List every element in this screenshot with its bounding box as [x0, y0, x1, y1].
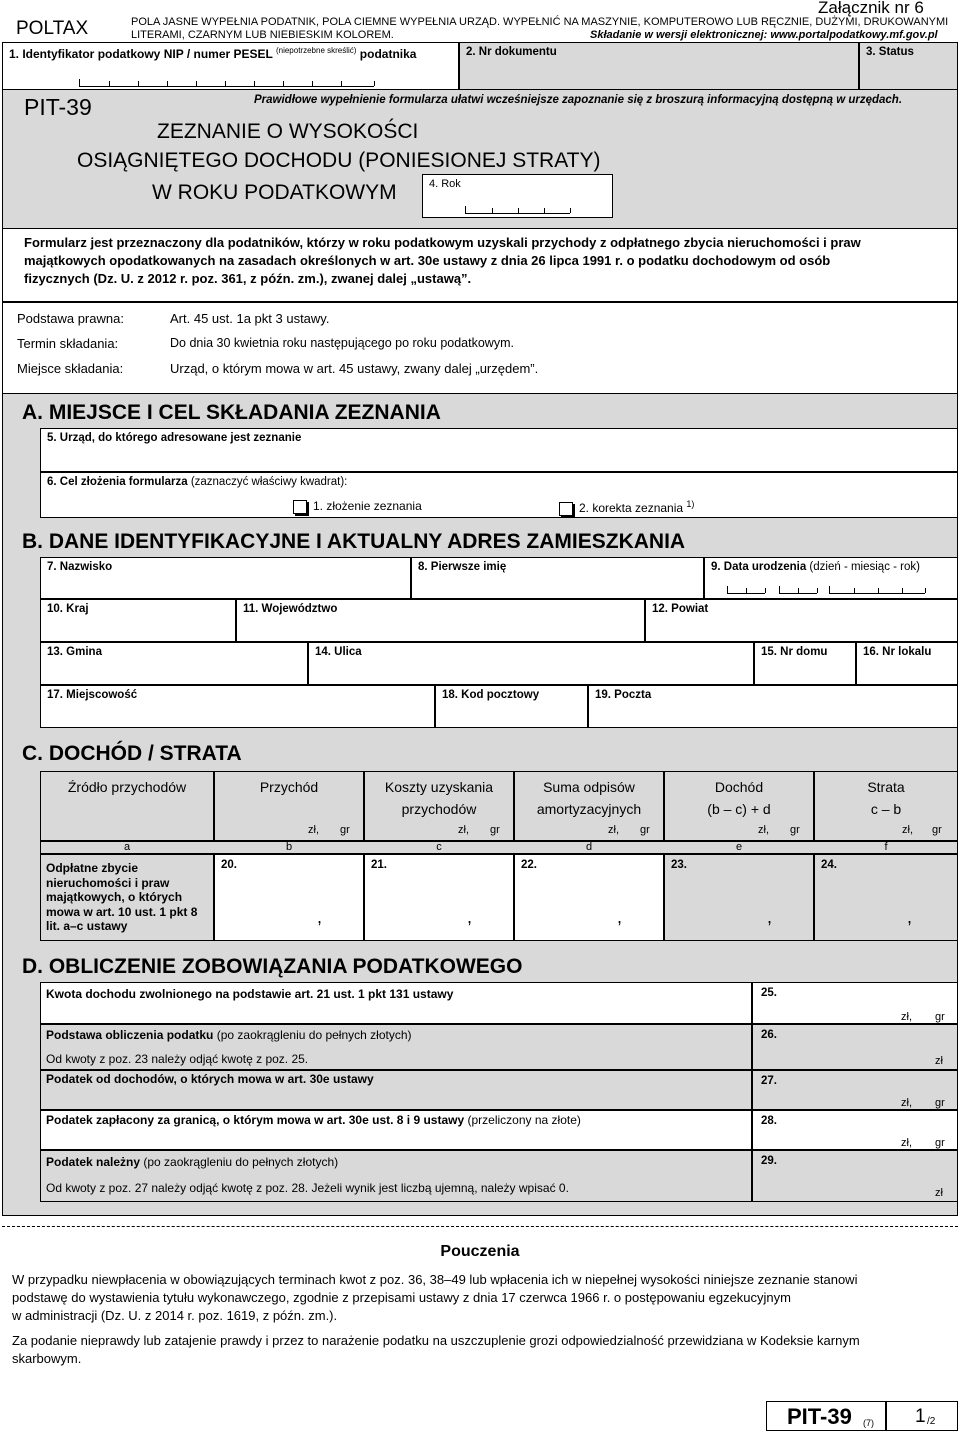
unit-gr-b: gr — [340, 824, 350, 836]
city-label: 17. Miejscowość — [47, 689, 138, 701]
option-filing[interactable] — [293, 499, 422, 514]
footer-pages: /2 — [927, 1416, 936, 1427]
country-field[interactable] — [40, 599, 236, 642]
col-loss-1: Strata — [867, 779, 905, 795]
house-number-label: 15. Nr domu — [761, 646, 828, 658]
municipality-field[interactable] — [40, 642, 308, 685]
unit-zl-b: zł, — [308, 824, 319, 836]
section-d-title: D. OBLICZENIE ZOBOWIĄZANIA PODATKOWEGO — [22, 955, 523, 978]
nip-label: 1. Identyfikator podatkowy NIP / numer PESEL — [9, 47, 273, 61]
option-correction-sup: 1) — [686, 499, 695, 509]
comma-22: , — [617, 907, 623, 927]
row-29-label-note: (po zaokrągleniu do pełnych złotych) — [143, 1155, 339, 1169]
field-22-label: 22. — [521, 859, 537, 871]
notes-p1-l2: podstawę do wystawienia tytułu wykonawczego, zgodnie z przepisami ustawy z dnia 17 czerwca 1966 r. o postępowaniu egzekucyjnym — [12, 1290, 791, 1305]
first-name-field[interactable] — [411, 557, 704, 599]
birth-day-comb — [727, 586, 765, 594]
place-label: Miejsce składania: — [17, 361, 124, 376]
col-source: Źródło przychodów — [67, 779, 187, 795]
place-value: Urząd, o którym mowa w art. 45 ustawy, zwany dalej „urzędem”. — [170, 361, 539, 376]
letter-d: d — [585, 841, 593, 853]
flat-number-field[interactable] — [856, 642, 958, 685]
field-25-gr: gr — [935, 1011, 945, 1023]
col-profit-1: Dochód — [714, 779, 764, 795]
field-27 — [752, 1070, 958, 1110]
field-20[interactable] — [214, 854, 364, 941]
row-29-label — [46, 1155, 338, 1169]
comma-20: , — [317, 907, 323, 927]
footer-code-box — [766, 1401, 886, 1431]
option-correction[interactable] — [559, 499, 694, 516]
brand: POLTAX — [16, 18, 89, 39]
letter-b: b — [285, 841, 293, 853]
document-number-field — [459, 42, 859, 90]
field-29-label: 29. — [761, 1155, 777, 1167]
unit-gr-e: gr — [790, 824, 800, 836]
field-27-zl: zł, — [901, 1097, 912, 1109]
option-filing-label: 1. złożenie zeznania — [313, 499, 422, 513]
surname-label: 7. Nazwisko — [47, 561, 113, 573]
tax-office-field[interactable] — [40, 428, 958, 472]
field-26-zl: zł — [935, 1055, 943, 1067]
birth-year-comb — [829, 586, 925, 594]
comma-21: , — [467, 907, 473, 927]
tax-office-label: 5. Urząd, do którego adresowane jest zeznanie — [47, 432, 302, 444]
birth-month-comb — [779, 586, 817, 594]
row-26-instruction: Od kwoty z poz. 23 należy odjąć kwotę z poz. 25. — [46, 1052, 309, 1066]
notes-p1-l1: W przypadku niewpłacenia w obowiązujących terminach kwot z poz. 36, 38–49 lub wpłacenia ich w niepełnej wysokości niniejsze zeznanie stanowi — [12, 1272, 858, 1287]
fill-instructions-2: LITERAMI, CZARNYM LUB NIEBIESKIM KOLOREM. — [131, 29, 394, 41]
birth-date-label: 9. Data urodzenia — [711, 561, 807, 573]
footer-page: 1 — [915, 1406, 926, 1427]
unit-gr-f: gr — [932, 824, 942, 836]
nip-note: (niepotrzebne skreślić) — [275, 46, 357, 55]
footer-version: (7) — [863, 1418, 874, 1428]
unit-zl-f: zł, — [902, 824, 913, 836]
nip-comb — [79, 79, 374, 87]
field-21[interactable] — [364, 854, 514, 941]
field-21-label: 21. — [371, 859, 387, 871]
section-a-title: A. MIEJSCE I CEL SKŁADANIA ZEZNANIA — [22, 401, 441, 424]
field-26-label: 26. — [761, 1029, 777, 1041]
municipality-label: 13. Gmina — [47, 646, 102, 658]
field-25[interactable] — [752, 982, 958, 1024]
legal-basis-value: Art. 45 ust. 1a pkt 3 ustawy. — [170, 311, 330, 326]
unit-gr-d: gr — [640, 824, 650, 836]
notes-title: Pouczenia — [440, 1243, 520, 1260]
post-office-label: 19. Poczta — [595, 689, 652, 701]
deadline-label: Termin składania: — [17, 336, 119, 351]
nip-pesel-field[interactable] — [2, 42, 459, 90]
col-costs-2: przychodów — [401, 801, 477, 817]
year-label: 4. Rok — [429, 178, 461, 190]
purpose-label: 6. Cel złożenia formularza — [47, 476, 188, 488]
row-label: Odpłatne zbycie nieruchomości i praw majątkowych, o których mowa w art. 10 ust. 1 pkt 8 lit. a–c ustawy — [46, 861, 198, 933]
letter-e: e — [735, 841, 743, 853]
row-25-label: Kwota dochodu zwolnionego na podstawie art. 21 ust. 1 pkt 131 ustawy — [46, 987, 454, 1001]
col-costs-1: Koszty uzyskania — [384, 779, 494, 795]
comma-23: , — [767, 907, 773, 927]
first-name-label: 8. Pierwsze imię — [418, 561, 507, 573]
notes-top-rule — [2, 1226, 958, 1227]
col-income: Przychód — [259, 779, 319, 795]
unit-zl-e: zł, — [758, 824, 769, 836]
row-27-label: Podatek od dochodów, o których mowa w art. 30e ustawy — [46, 1072, 374, 1086]
field-24-label: 24. — [821, 859, 837, 871]
footer-code: PIT-39 — [787, 1404, 852, 1429]
row-26-label-main: Podstawa obliczenia podatku — [46, 1028, 214, 1042]
field-27-label: 27. — [761, 1075, 777, 1087]
county-field[interactable] — [645, 599, 958, 642]
tax-table — [40, 982, 958, 1202]
electronic-note: Składanie w wersji elektronicznej: www.portalpodatkowy.mf.gov.pl — [590, 29, 938, 41]
title-line-1: ZEZNANIE O WYSOKOŚCI — [157, 120, 419, 143]
birth-date-note: (dzień - miesiąc - rok) — [809, 561, 920, 573]
comma-24: , — [907, 907, 913, 927]
row-29-instruction: Od kwoty z poz. 27 należy odjąć kwotę z poz. 28. Jeżeli wynik jest liczbą ujemną, należy wpisać 0. — [46, 1181, 569, 1195]
document-number-label: 2. Nr dokumentu — [466, 46, 557, 58]
field-27-gr: gr — [935, 1097, 945, 1109]
checkbox-correction[interactable] — [559, 502, 573, 516]
letter-a: a — [123, 841, 131, 853]
field-29 — [752, 1150, 958, 1202]
year-field[interactable] — [422, 174, 613, 218]
year-comb — [465, 206, 570, 214]
unit-zl-d: zł, — [608, 824, 619, 836]
voivodeship-label: 11. Województwo — [243, 603, 338, 615]
field-25-label: 25. — [761, 987, 777, 999]
postal-code-label: 18. Kod pocztowy — [442, 689, 540, 701]
purpose-note: (zaznaczyć właściwy kwadrat): — [190, 476, 348, 488]
surname-field[interactable] — [40, 557, 411, 599]
option-correction-label: 2. korekta zeznania — [579, 501, 684, 515]
letter-c: c — [436, 841, 442, 853]
form-code: PIT-39 — [24, 94, 92, 120]
field-24 — [814, 854, 958, 941]
legal-basis-label: Podstawa prawna: — [17, 311, 124, 326]
row-29-label-main: Podatek należny — [46, 1155, 141, 1169]
notes-p1-l3: w administracji (Dz. U. z 2014 r. poz. 1619, z późn. zm.). — [12, 1308, 338, 1323]
row-26-label-note: (po zaokrągleniu do pełnych złotych) — [216, 1028, 412, 1042]
notes-p2-l2: skarbowym. — [12, 1351, 82, 1366]
postal-code-field[interactable] — [435, 685, 588, 728]
description-line-3: fizycznych (Dz. U. z 2012 r. poz. 361, z późn. zm.), zwanej dalej „ustawą”. — [24, 271, 472, 286]
field-29-zl: zł — [935, 1187, 943, 1199]
flat-number-label: 16. Nr lokalu — [863, 646, 932, 658]
house-number-field[interactable] — [754, 642, 856, 685]
section-c-title: C. DOCHÓD / STRATA — [22, 742, 242, 765]
nip-suffix: podatnika — [359, 47, 417, 61]
row-26-label — [46, 1028, 412, 1042]
field-22[interactable] — [514, 854, 664, 941]
description-line-1: Formularz jest przeznaczony dla podatników, którzy w roku podatkowym uzyskali przychody z odpłatnego zbycia nieruchomości i praw — [24, 235, 861, 250]
field-28-zl: zł, — [901, 1137, 912, 1149]
purpose-field — [40, 472, 958, 518]
field-23-label: 23. — [671, 859, 687, 871]
section-b-title: B. DANE IDENTYFIKACYJNE I AKTUALNY ADRES ZAMIESZKANIA — [22, 530, 686, 553]
col-depr-1: Suma odpisów — [543, 779, 635, 795]
street-label: 14. Ulica — [315, 646, 362, 658]
status-field — [859, 42, 958, 90]
country-label: 10. Kraj — [47, 603, 89, 615]
col-profit-2: (b – c) + d — [707, 801, 771, 817]
county-label: 12. Powiat — [652, 603, 709, 615]
birth-date-field[interactable] — [704, 557, 958, 599]
letter-f: f — [884, 841, 888, 853]
title-line-2: OSIĄGNIĘTEGO DOCHODU (PONIESIONEJ STRATY) — [77, 149, 601, 172]
unit-zl-c: zł, — [458, 824, 469, 836]
income-table — [40, 771, 958, 941]
field-28-gr: gr — [935, 1137, 945, 1149]
city-field[interactable] — [40, 685, 435, 728]
deadline-value: Do dnia 30 kwietnia roku następującego po roku podatkowym. — [170, 336, 514, 350]
field-28-label: 28. — [761, 1115, 777, 1127]
description-line-2: majątkowych opodatkowanych na zasadach określonych w art. 30e ustawy z dnia 26 lipca 1991 r. o podatku dochodowym od osób — [24, 253, 831, 268]
title-line-3: W ROKU PODATKOWYM — [152, 181, 397, 204]
row-28-label-main: Podatek zapłacony za granicą, o którym mowa w art. 30e ust. 8 i 9 ustawy — [46, 1113, 465, 1127]
checkbox-filing[interactable] — [293, 500, 307, 514]
field-23 — [664, 854, 814, 941]
voivodeship-field[interactable] — [236, 599, 645, 642]
row-28-label — [46, 1113, 581, 1127]
unit-gr-c: gr — [490, 824, 500, 836]
status-label: 3. Status — [866, 46, 914, 58]
fill-instructions-1: POLA JASNE WYPEŁNIA PODATNIK, POLA CIEMNE WYPEŁNIA URZĄD. WYPEŁNIĆ NA MASZYNIE, KOMPUTEROWO LUB RĘCZNIE, DUŻYMI, DRUKOWANYMI — [131, 16, 949, 28]
field-20-label: 20. — [221, 859, 237, 871]
hint: Prawidłowe wypełnienie formularza ułatwi wcześniejsze zapoznanie się z broszurą informacyjną dostępną w urzędach. — [254, 94, 903, 106]
field-25-zl: zł, — [901, 1011, 912, 1023]
attachment-label: Załącznik nr 6 — [818, 0, 924, 17]
field-26 — [752, 1024, 958, 1070]
street-field[interactable] — [308, 642, 754, 685]
row-28-label-note: (przeliczony na złote) — [467, 1113, 581, 1127]
notes-p2-l1: Za podanie nieprawdy lub zatajenie prawdy i przez to narażenie podatku na uszczuplenie grozi odpowiedzialność przewidziana w Kodeksie karnym — [12, 1333, 860, 1348]
post-office-field[interactable] — [588, 685, 958, 728]
col-loss-2: c – b — [870, 801, 902, 817]
footer-page-box — [886, 1401, 958, 1431]
field-28[interactable] — [752, 1110, 958, 1150]
col-depr-2: amortyzacyjnych — [536, 801, 642, 817]
